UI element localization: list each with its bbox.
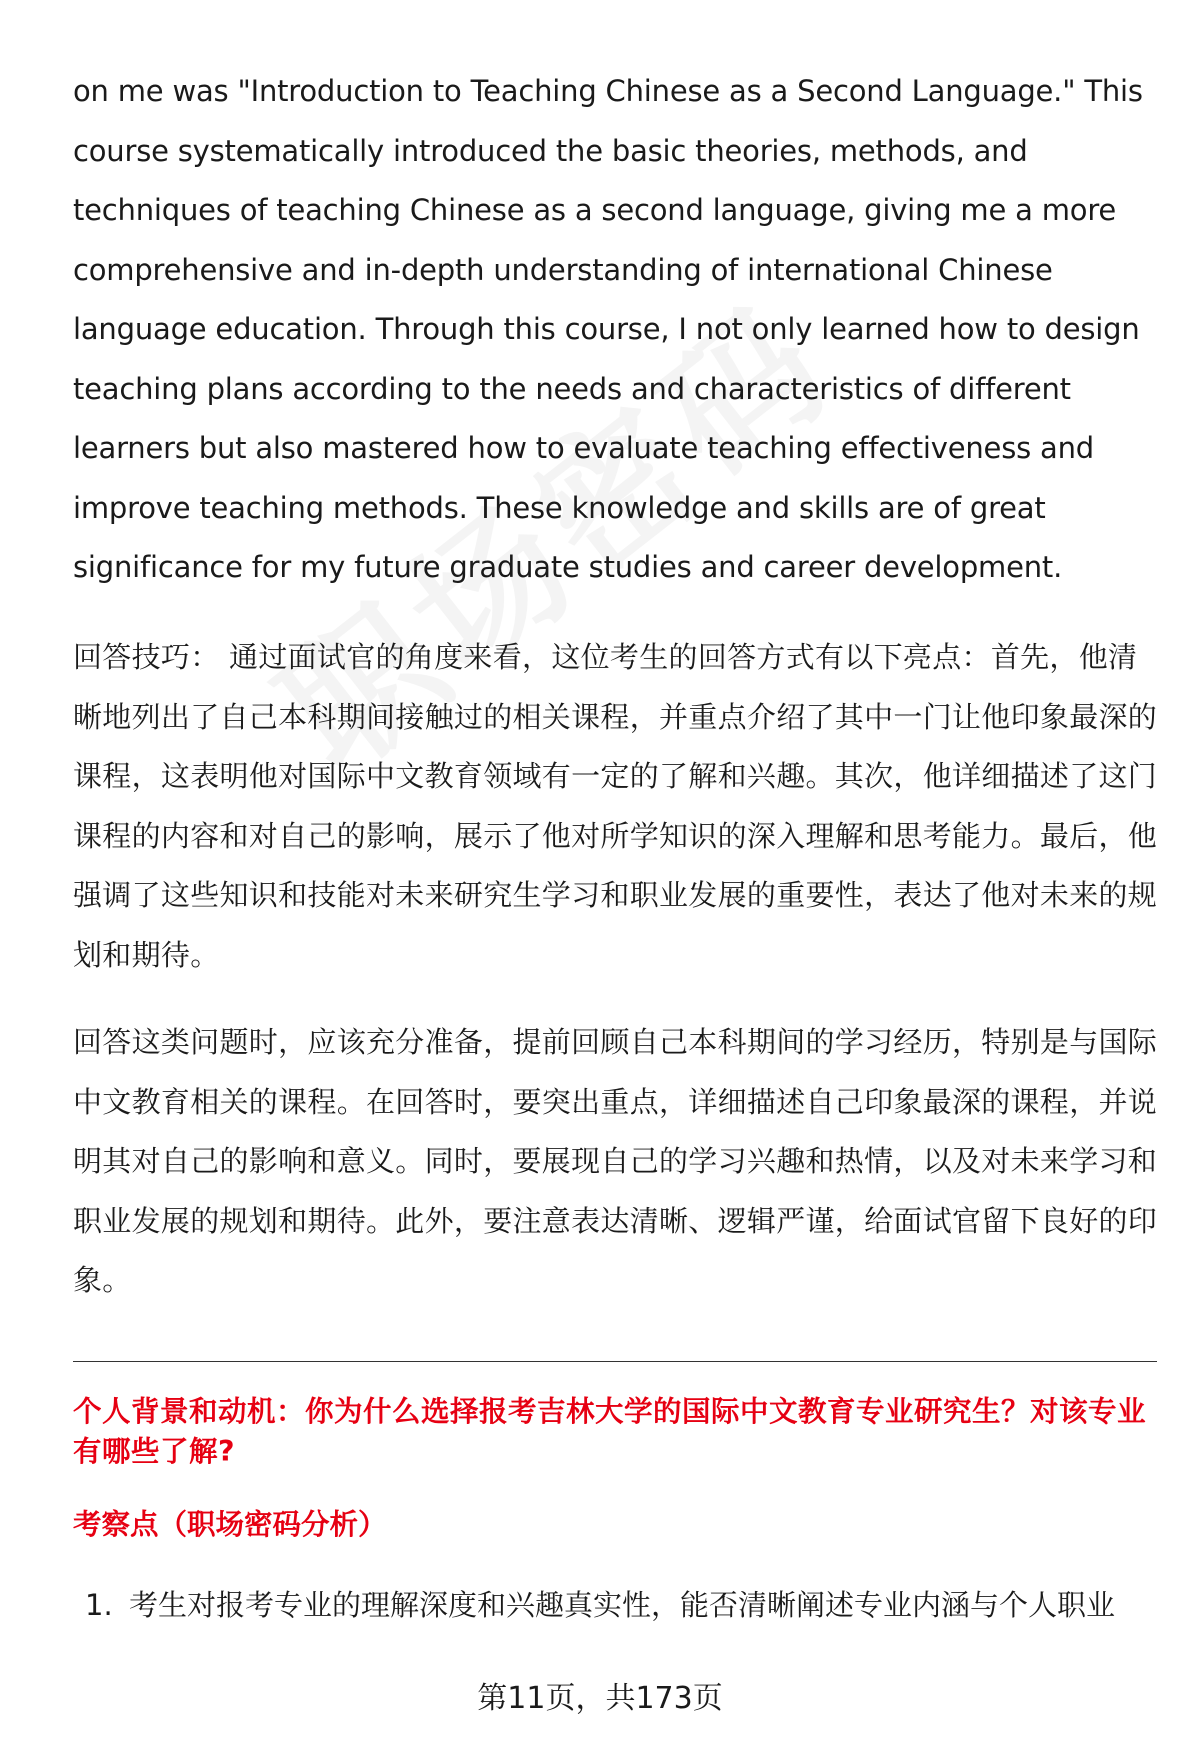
page-number-footer: 第11页，共173页: [477, 1681, 723, 1716]
answer-tip-paragraph: 回答技巧： 通过面试官的角度来看，这位考生的回答方式有以下亮点：首先，他清晰地列出了自己本科期间接触过的相关课程，并重点介绍了其中一门让他印象最深的课程，这表明他对国际中文教育领域有一定的了解和兴趣。其次，他详细描述了这门课程的内容和对自己的影响，展示了他对所学知识的深入理解和思考能力。最后，他强调了这些知识和技能对未来研究生学习和职业发展的重要性，表达了他对未来的规划和期待。: [73, 640, 1158, 972]
english-paragraph: on me was "Introduction to Teaching Chinese as a Second Language." This course systematically introduced the basic theories, methods, and techniques of teaching Chinese as a second language, giving me a more comprehensive and in-depth understanding of international Chinese language education. Through this course, I not only learned how to design teaching plans according to the needs and characteristics of different learners but also mastered how to evaluate teaching effectiveness and improve teaching methods. These knowledge and skills are of great significance for my future graduate studies and career development.: [73, 74, 1143, 584]
answer-advice-paragraph: 回答这类问题时，应该充分准备，提前回顾自己本科期间的学习经历，特别是与国际中文教育相关的课程。在回答时，要突出重点，详细描述自己印象最深的课程，并说明其对自己的影响和意义。同时，要展现自己的学习兴趣和热情，以及对未来学习和职业发展的规划和期待。此外，要注意表达清晰、逻辑严谨，给面试官留下良好的印象。: [73, 1025, 1158, 1297]
list-item: [85, 1580, 1165, 1630]
list-item-number: 1.: [85, 1588, 113, 1622]
list-item-text: 考生对报考专业的理解深度和兴趣真实性，能否清晰阐述专业内涵与个人职业: [129, 1588, 1116, 1622]
assessment-points-heading: 考察点（职场密码分析）: [73, 1508, 387, 1541]
section-divider: [73, 1361, 1157, 1362]
question-heading: 个人背景和动机：你为什么选择报考吉林大学的国际中文教育专业研究生？对该专业有哪些了解?: [73, 1395, 1147, 1468]
